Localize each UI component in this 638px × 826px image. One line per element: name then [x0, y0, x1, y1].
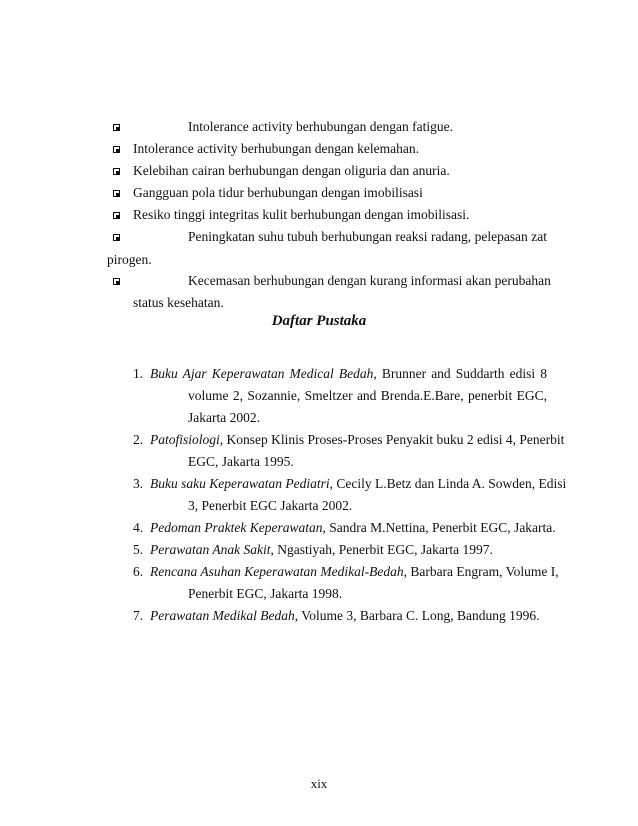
reference-title: Buku Ajar Keperawatan Medical Bedah,: [150, 366, 377, 381]
list-item: Resiko tinggi integritas kulit berhubungan dengan imobilisasi.: [133, 207, 470, 222]
list-item: Peningkatan suhu tubuh berhubungan reaksi radang, pelepasan zat: [188, 229, 547, 244]
bullet-marker: [113, 168, 120, 175]
reference-number: 1.: [133, 366, 144, 381]
reference-title: Perawatan Medikal Bedah: [150, 608, 295, 623]
reference-text: , Barbara Engram, Volume I,: [403, 564, 559, 579]
bullet-marker: [113, 146, 120, 153]
reference-text: , Ngastiyah, Penerbit EGC, Jakarta 1997.: [270, 542, 493, 557]
reference-title: Perawatan Anak Sakit: [150, 542, 271, 557]
list-item-continuation: status kesehatan.: [133, 295, 224, 310]
reference-item-continuation: 3, Penerbit EGC Jakarta 2002.: [188, 498, 353, 513]
list-item: Gangguan pola tidur berhubungan dengan imobilisasi: [133, 185, 423, 200]
reference-text: Brunner and Suddarth edisi 8: [376, 366, 547, 381]
bullet-marker: [113, 212, 120, 219]
reference-text: Cecily L.Betz dan Linda A. Sowden, Edisi: [332, 476, 567, 491]
reference-number: 4.: [133, 520, 144, 535]
reference-item: [150, 475, 567, 493]
reference-title: Pedoman Praktek Keperawatan: [150, 520, 323, 535]
list-item: Intolerance activity berhubungan dengan fatigue.: [188, 119, 454, 134]
list-item: Kecemasan berhubungan dengan kurang informasi akan perubahan: [188, 273, 551, 288]
reference-text: Konsep Klinis Proses-Proses Penyakit buku 2 edisi 4, Penerbit: [223, 432, 565, 447]
reference-item: [150, 541, 493, 559]
reference-item: [150, 431, 565, 449]
reference-item-continuation: Penerbit EGC, Jakarta 1998.: [188, 586, 343, 601]
reference-item: [150, 563, 559, 581]
page-number: xix: [310, 776, 328, 791]
reference-number: 7.: [133, 608, 144, 623]
bullet-marker: [113, 234, 120, 241]
list-item-continuation: pirogen.: [107, 252, 152, 267]
reference-title: Buku saku Keperawatan Pediatri,: [150, 476, 333, 491]
reference-number: 6.: [133, 564, 144, 579]
reference-number: 5.: [133, 542, 144, 557]
bullet-marker: [113, 190, 120, 197]
reference-item: [150, 519, 556, 537]
references-title: Daftar Pustaka: [271, 313, 367, 329]
reference-item-continuation: volume 2, Sozannie, Smeltzer and Brenda.E.Bare, penerbit EGC,: [188, 388, 547, 403]
reference-item-continuation: Jakarta 2002.: [188, 410, 260, 425]
reference-item: [150, 607, 539, 625]
reference-text: , Volume 3, Barbara C. Long, Bandung 1996.: [294, 608, 540, 623]
bullet-marker: [113, 278, 120, 285]
reference-text: , Sandra M.Nettina, Penerbit EGC, Jakarta.: [322, 520, 556, 535]
reference-number: 2.: [133, 432, 144, 447]
reference-item: [150, 365, 547, 383]
list-item: Intolerance activity berhubungan dengan kelemahan.: [133, 141, 420, 156]
bullet-marker: [113, 124, 120, 131]
reference-title: Rencana Asuhan Keperawatan Medikal-Bedah: [150, 564, 404, 579]
reference-title: Patofisiologi,: [150, 432, 224, 447]
reference-item-continuation: EGC, Jakarta 1995.: [188, 454, 294, 469]
reference-number: 3.: [133, 476, 144, 491]
list-item: Kelebihan cairan berhubungan dengan oliguria dan anuria.: [133, 163, 450, 178]
